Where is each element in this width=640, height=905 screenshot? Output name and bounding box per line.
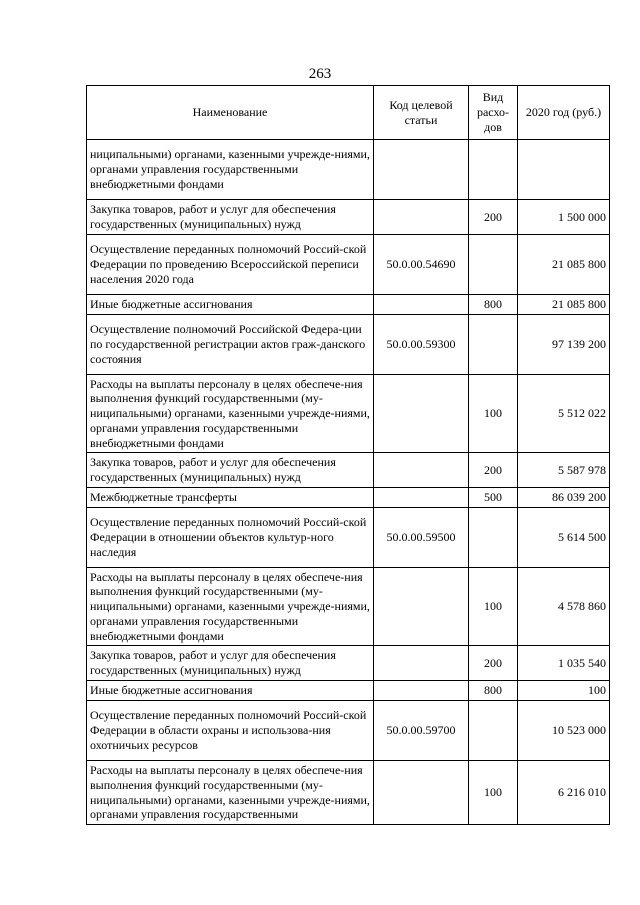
table-row [87,235,610,295]
table-row [87,681,610,701]
row-amount-cell: 1 035 540 [518,646,610,681]
page-number: 263 [308,66,332,82]
row-kind-cell: 100 [469,568,518,646]
row-kind-cell [469,235,518,295]
row-kind-cell: 500 [469,488,518,508]
row-name-cell: Осуществление полномочий Российской Федера-ции по государственной регистрации актов граж-данского состояния [87,315,374,375]
table-row [87,761,610,825]
row-amount-cell: 97 139 200 [518,315,610,375]
row-name-cell: ниципальными) органами, казенными учрежде-ниями, органами управления государственными внебюджетными фондами [87,140,374,200]
row-code-cell [374,681,469,701]
row-name-cell: Межбюджетные трансферты [87,488,374,508]
row-kind-cell: 200 [469,200,518,235]
table-row [87,453,610,488]
row-code-cell [374,295,469,315]
row-amount-cell: 5 587 978 [518,453,610,488]
row-name-cell: Расходы на выплаты персоналу в целях обеспече-ния выполнения функций государственными (му-ниципальными) органами, казенными учрежде-ниями, органами управления государственными внебюджетными фондами [87,568,374,646]
table-row [87,375,610,453]
row-code-cell [374,375,469,453]
row-kind-cell [469,140,518,200]
row-name-cell: Закупка товаров, работ и услуг для обеспечения государственных (муниципальных) нужд [87,200,374,235]
budget-table [86,85,610,825]
row-amount-cell [518,140,610,200]
column-header-year: 2020 год (руб.) [518,86,610,140]
row-code-cell [374,140,469,200]
table-row [87,701,610,761]
row-amount-cell: 5 512 022 [518,375,610,453]
row-code-cell [374,453,469,488]
row-amount-cell: 4 578 860 [518,568,610,646]
table-body [87,140,610,825]
column-header-name: Наименование [87,86,374,140]
row-kind-cell: 800 [469,295,518,315]
row-amount-cell: 10 523 000 [518,701,610,761]
row-code-cell [374,488,469,508]
row-name-cell: Иные бюджетные ассигнования [87,295,374,315]
table-row [87,295,610,315]
row-amount-cell: 6 216 010 [518,761,610,825]
row-kind-cell [469,315,518,375]
row-code-cell [374,568,469,646]
row-amount-cell: 5 614 500 [518,508,610,568]
row-name-cell: Осуществление переданных полномочий Россий-ской Федерации в отношении объектов культур-ного наследия [87,508,374,568]
row-code-cell: 50.0.00.59300 [374,315,469,375]
row-kind-cell: 200 [469,453,518,488]
row-code-cell: 50.0.00.59500 [374,508,469,568]
column-header-code: Код целевой статьи [374,86,469,140]
row-amount-cell: 100 [518,681,610,701]
row-name-cell: Закупка товаров, работ и услуг для обеспечения государственных (муниципальных) нужд [87,453,374,488]
row-name-cell: Расходы на выплаты персоналу в целях обеспече-ния выполнения функций государственными (му-ниципальными) органами, казенными учрежде-ниями, органами управления государственными внебюджетными фондами [87,375,374,453]
row-name-cell: Расходы на выплаты персоналу в целях обеспече-ния выполнения функций государственными (му-ниципальными) органами, казенными учрежде-ниями, органами управления государственными [87,761,374,825]
row-code-cell: 50.0.00.59700 [374,701,469,761]
row-name-cell: Закупка товаров, работ и услуг для обеспечения государственных (муниципальных) нужд [87,646,374,681]
table-row [87,568,610,646]
table-row [87,200,610,235]
row-name-cell: Осуществление переданных полномочий Россий-ской Федерации в области охраны и использова-ния охотничьих ресурсов [87,701,374,761]
table-row [87,140,610,200]
row-code-cell: 50.0.00.54690 [374,235,469,295]
table-row [87,488,610,508]
table-row [87,508,610,568]
row-kind-cell: 800 [469,681,518,701]
row-kind-cell: 100 [469,761,518,825]
row-kind-cell: 100 [469,375,518,453]
table-header-row [87,86,610,140]
row-kind-cell: 200 [469,646,518,681]
row-code-cell [374,761,469,825]
column-header-kind: Вид расхо-дов [469,86,518,140]
row-name-cell: Осуществление переданных полномочий Россий-ской Федерации по проведению Всероссийской переписи населения 2020 года [87,235,374,295]
row-name-cell: Иные бюджетные ассигнования [87,681,374,701]
row-amount-cell: 86 039 200 [518,488,610,508]
table-row [87,646,610,681]
row-kind-cell [469,701,518,761]
row-kind-cell [469,508,518,568]
row-code-cell [374,646,469,681]
row-amount-cell: 1 500 000 [518,200,610,235]
row-amount-cell: 21 085 800 [518,235,610,295]
row-code-cell [374,200,469,235]
row-amount-cell: 21 085 800 [518,295,610,315]
table-row [87,315,610,375]
